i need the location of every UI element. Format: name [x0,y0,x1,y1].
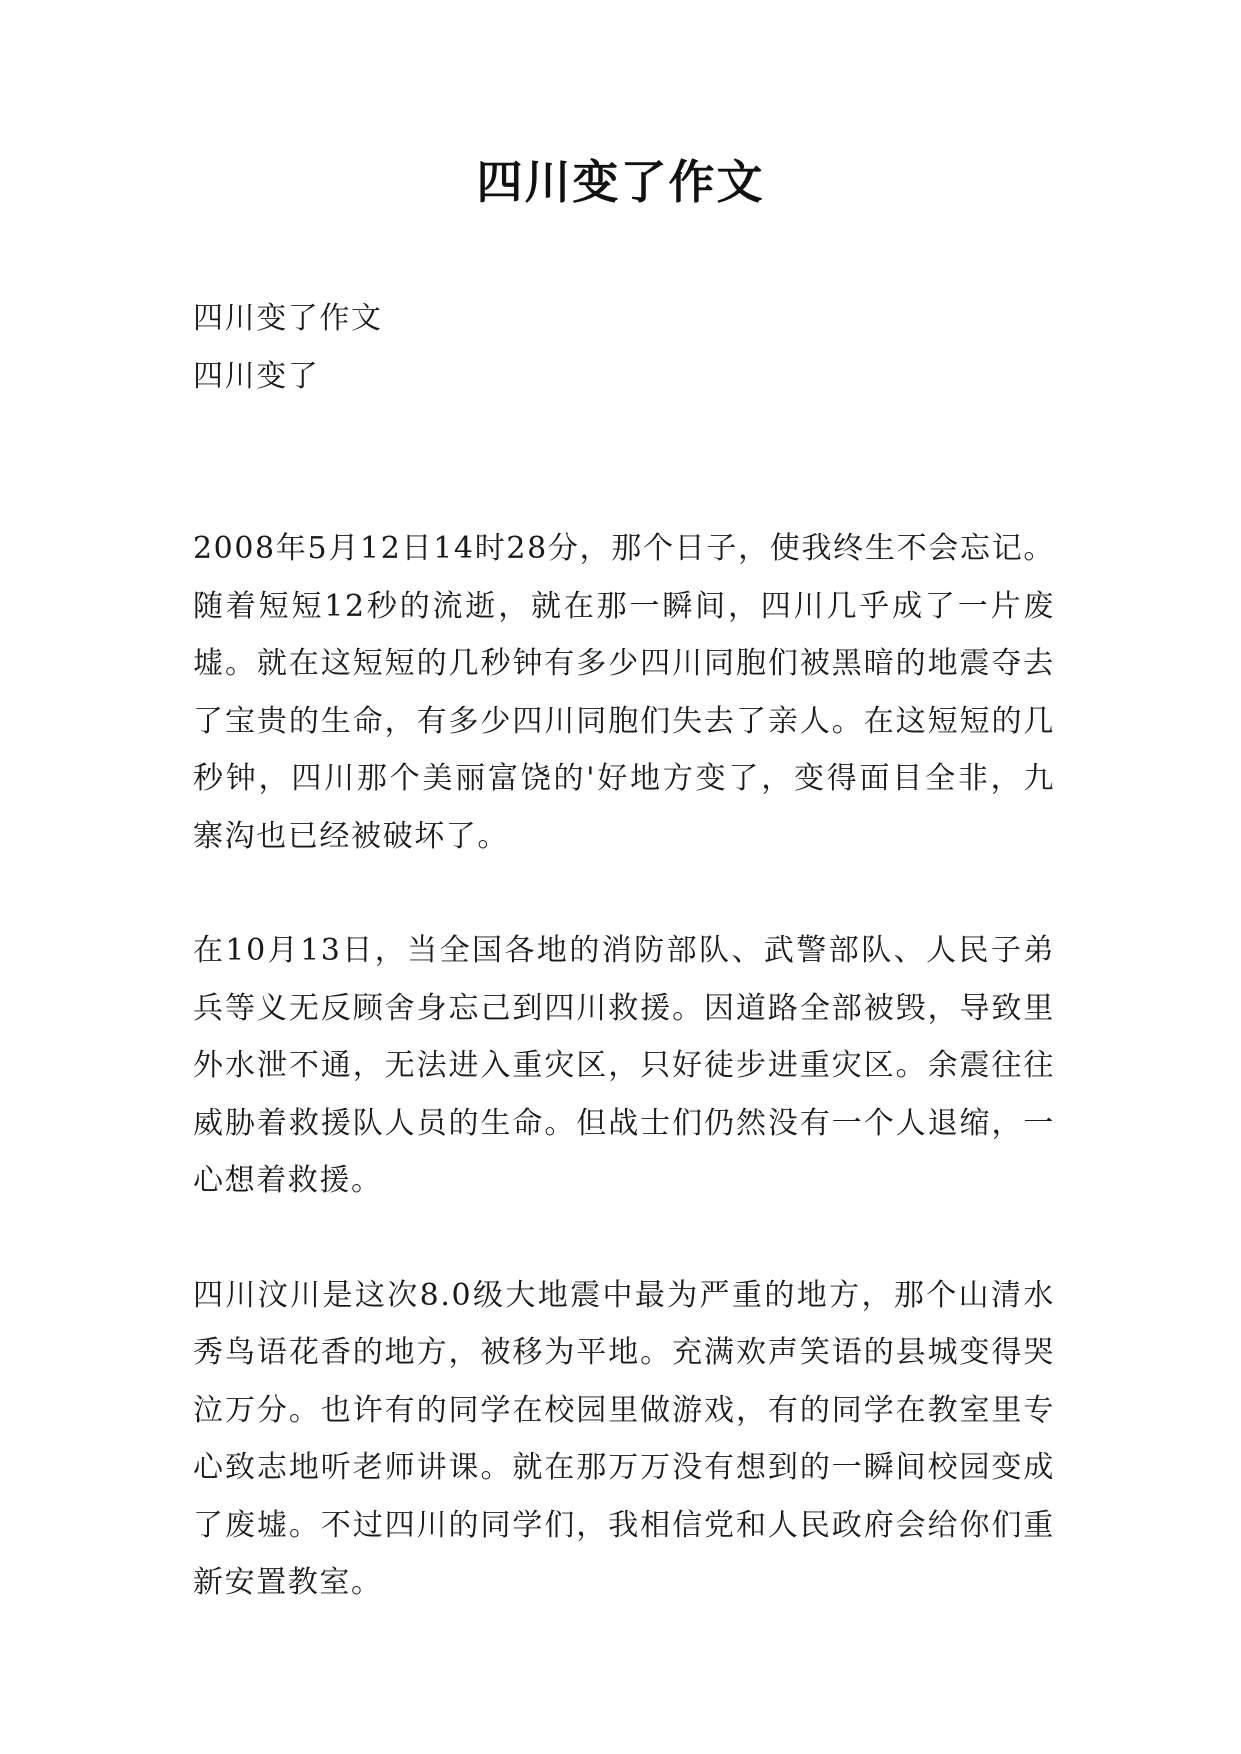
document-title: 四川变了作文 [476,155,765,209]
subtitle-line-1: 四川变了作文 [193,301,383,336]
paragraph-2: 在10月13日，当全国各地的消防部队、武警部队、人民子弟兵等义无反顾舍身忘己到四川救援。因道路全部被毁，导致里外水泄不通，无法进入重灾区，只好徒步进重灾区。余震往往威胁着救援队人员的生命。但战士们仍然没有一个人退缩，一心想着救援。 [193,933,1055,1198]
subtitle-line-2: 四川变了 [193,358,320,394]
paragraph-1: 2008年5月12日14时28分，那个日子，使我终生不会忘记。随着短短12秒的流逝，就在那一瞬间，四川几乎成了一片废墟。就在这短短的几秒钟有多少四川同胞们被黑暗的地震夺去了宝贵的生命，有多少四川同胞们失去了亲人。在这短短的几秒钟，四川那个美丽富饶的'好地方变了，变得面目全非，九寨沟也已经被破坏了。 [193,531,1055,854]
paragraph-3: 四川汶川是这次8.0级大地震中最为严重的地方，那个山清水秀鸟语花香的地方，被移为平地。充满欢声笑语的县城变得哭泣万分。也许有的同学在校园里做游戏，有的同学在教室里专心致志地听老师讲课。就在那万万没有想到的一瞬间校园变成了废墟。不过四川的同学们，我相信党和人民政府会给你们重新安置教室。 [193,1277,1055,1600]
document-body [193,290,1055,1612]
